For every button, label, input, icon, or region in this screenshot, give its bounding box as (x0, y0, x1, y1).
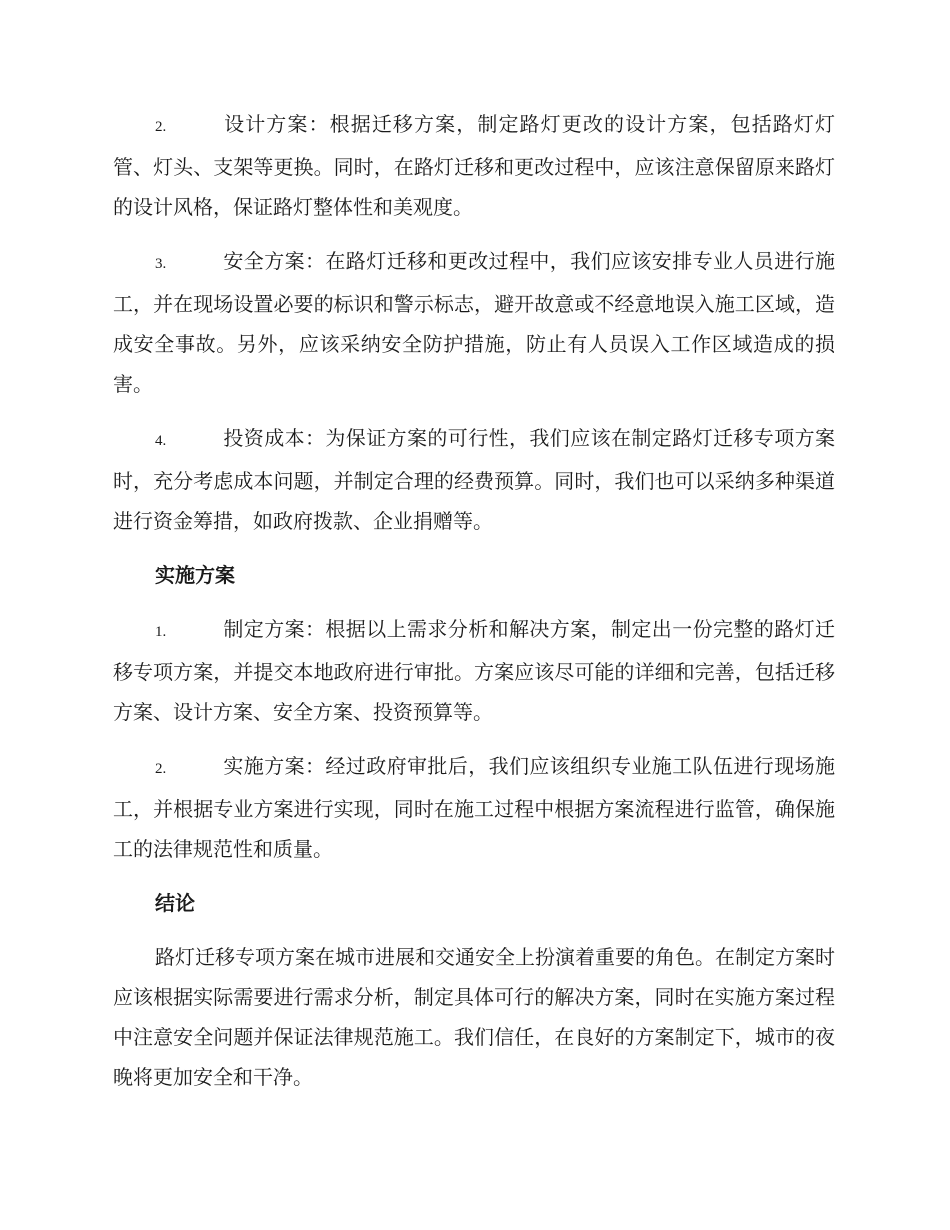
list-item (113, 104, 835, 227)
list-item-text: 制定方案：根据以上需求分析和解决方案，制定出一份完整的路灯迁移专项方案，并提交本地政府进行审批。方案应该尽可能的详细和完善，包括迁移方案、设计方案、安全方案、投资预算等。 (113, 617, 835, 724)
list-item (113, 746, 835, 869)
list-item-text: 投资成本：为保证方案的可行性，我们应该在制定路灯迁移专项方案时，充分考虑成本问题，并制定合理的经费预算。同时，我们也可以采纳多种渠道进行资金筹措，如政府拨款、企业捐赠等。 (113, 426, 835, 533)
list-item (113, 418, 835, 541)
list-number: 4. (155, 433, 167, 449)
list-number: 3. (155, 256, 167, 272)
list-number: 1. (155, 624, 167, 640)
section-heading-implementation: 实施方案 (155, 563, 235, 587)
section-heading-conclusion: 结论 (155, 891, 195, 915)
list-number: 2. (155, 761, 167, 777)
list-item-text: 安全方案：在路灯迁移和更改过程中，我们应该安排专业人员进行施工，并在现场设置必要的标识和警示标志，避开故意或不经意地误入施工区域，造成安全事故。另外，应该采纳安全防护措施，防止有人员误入工作区域造成的损害。 (113, 249, 835, 396)
document-page (113, 104, 835, 1111)
list-item (113, 241, 835, 404)
list-number: 2. (155, 119, 167, 135)
conclusion-paragraph: 路灯迁移专项方案在城市进展和交通安全上扮演着重要的角色。在制定方案时应该根据实际需要进行需求分析，制定具体可行的解决方案，同时在实施方案过程中注意安全问题并保证法律规范施工。我们信任，在良好的方案制定下，城市的夜晚将更加安全和干净。 (113, 945, 835, 1089)
list-item-text: 设计方案：根据迁移方案，制定路灯更改的设计方案，包括路灯灯管、灯头、支架等更换。同时，在路灯迁移和更改过程中，应该注意保留原来路灯的设计风格，保证路灯整体性和美观度。 (113, 112, 835, 219)
list-item (113, 609, 835, 732)
list-item-text: 实施方案：经过政府审批后，我们应该组织专业施工队伍进行现场施工，并根据专业方案进行实现，同时在施工过程中根据方案流程进行监管，确保施工的法律规范性和质量。 (113, 754, 835, 861)
